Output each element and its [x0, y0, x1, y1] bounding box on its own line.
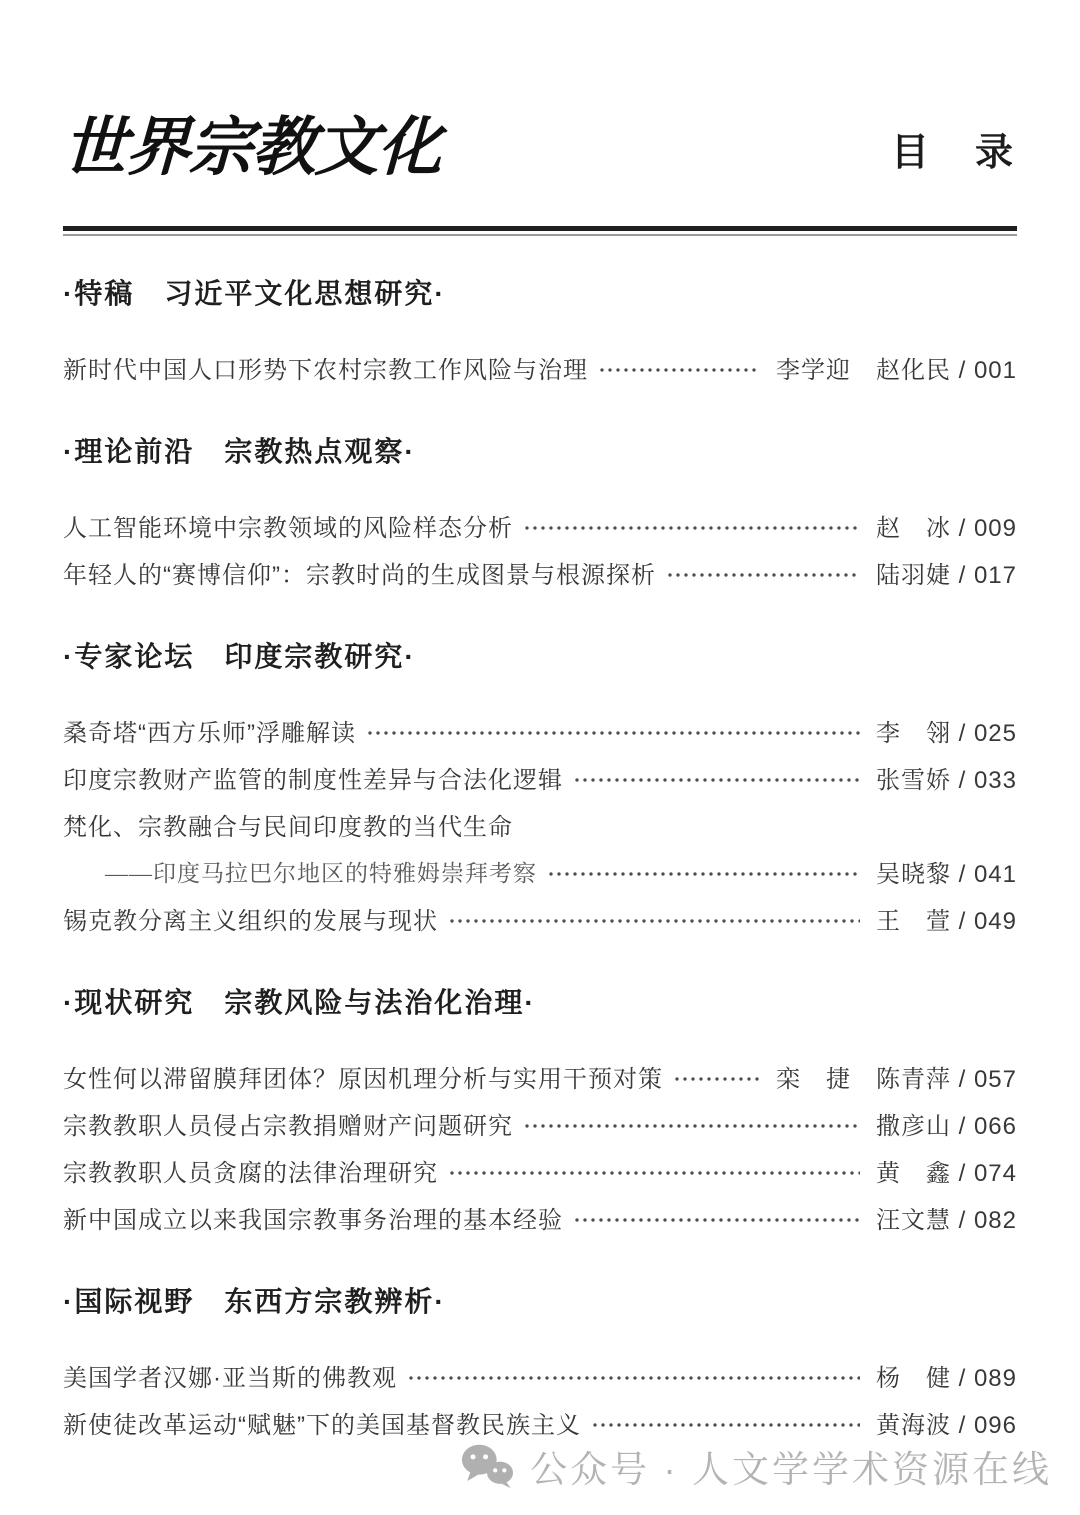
section-zhuanjia-luntan [63, 641, 1017, 942]
entry-subtitle: ——印度马拉巴尔地区的特雅姆崇拜考察 [105, 861, 537, 886]
contents-title: 目 录 [890, 131, 1017, 174]
watermark-text: 公众号 · 人文学学术资源在线 [530, 1449, 1052, 1490]
toc-entry [63, 549, 1017, 596]
toc-entry-title-line [63, 801, 1017, 848]
dot-leader [547, 862, 860, 886]
entry-title: 新中国成立以来我国宗教事务治理的基本经验 [63, 1207, 563, 1234]
toc-entry [63, 1194, 1017, 1241]
section-heading: ·理论前沿 宗教热点观察· [63, 436, 416, 467]
header-double-rule [63, 226, 1017, 236]
dot-leader [598, 358, 760, 382]
section-heading: ·专家论坛 印度宗教研究· [63, 641, 416, 672]
entry-author-page: 李学迎 赵化民 / 001 [775, 357, 1017, 384]
toc-entry [63, 1352, 1017, 1399]
dot-leader [666, 563, 860, 587]
entry-title: 宗教教职人员侵占宗教捐赠财产问题研究 [63, 1113, 513, 1140]
entry-author-page: 赵 冰 / 009 [875, 515, 1017, 542]
entry-author-page: 黄 鑫 / 074 [875, 1160, 1017, 1187]
entry-author-page: 撒彦山 / 066 [875, 1113, 1017, 1140]
dot-leader [407, 1366, 860, 1390]
toc-entry [63, 1053, 1017, 1100]
entry-author-page: 张雪娇 / 033 [875, 767, 1017, 794]
entry-author-page: 李 翎 / 025 [875, 720, 1017, 747]
entry-title: 桑奇塔“西方乐师”浮雕解读 [63, 720, 356, 747]
watermark [460, 1439, 1052, 1493]
entry-title: 锡克教分离主义组织的发展与现状 [63, 908, 438, 935]
entry-list [63, 344, 1017, 391]
entry-author-page: 陆羽婕 / 017 [875, 562, 1017, 589]
section-lilun-qianyan [63, 436, 1017, 596]
page-header [63, 100, 1017, 196]
page-content [63, 0, 1017, 1446]
dot-leader [366, 721, 860, 745]
section-tegao [63, 278, 1017, 391]
dot-leader [573, 768, 860, 792]
section-heading: ·现状研究 宗教风险与法治化治理· [63, 987, 536, 1018]
entry-author-page: 杨 健 / 089 [875, 1365, 1017, 1392]
entry-title: 梵化、宗教融合与民间印度教的当代生命 [63, 814, 513, 841]
toc-entry [63, 1100, 1017, 1147]
journal-masthead-calligraphy: 世界宗教文化 [61, 110, 443, 185]
toc-entry [63, 502, 1017, 549]
entry-title: 新使徒改革运动“赋魅”下的美国基督教民族主义 [63, 1412, 581, 1439]
entry-title: 印度宗教财产监管的制度性差异与合法化逻辑 [63, 767, 563, 794]
dot-leader [523, 516, 860, 540]
section-heading: ·特稿 习近平文化思想研究· [63, 278, 446, 309]
dot-leader [523, 1114, 860, 1138]
entry-list [63, 707, 1017, 942]
entry-list [63, 502, 1017, 596]
dot-leader [573, 1208, 860, 1232]
entry-author-page: 汪文慧 / 082 [875, 1207, 1017, 1234]
entry-author-page: 吴晓黎 / 041 [875, 861, 1017, 888]
section-xianzhuang-yanjiu [63, 987, 1017, 1241]
entry-author-page: 王 萱 / 049 [875, 908, 1017, 935]
entry-author-page: 黄海波 / 096 [875, 1412, 1017, 1439]
toc-entry [63, 754, 1017, 801]
entry-list [63, 1352, 1017, 1446]
dot-leader [591, 1413, 860, 1437]
section-heading: ·国际视野 东西方宗教辨析· [63, 1286, 446, 1317]
entry-title: 年轻人的“赛博信仰”：宗教时尚的生成图景与根源探析 [63, 562, 656, 589]
wechat-icon [460, 1443, 514, 1489]
entry-title: 宗教教职人员贪腐的法律治理研究 [63, 1160, 438, 1187]
entry-title: 人工智能环境中宗教领域的风险样态分析 [63, 515, 513, 542]
toc-entry [63, 344, 1017, 391]
toc-entry [63, 895, 1017, 942]
entry-list [63, 1053, 1017, 1241]
toc-entry-subtitle-line [63, 848, 1017, 895]
toc-entry [63, 1147, 1017, 1194]
section-guoji-shiye [63, 1286, 1017, 1446]
dot-leader [673, 1067, 760, 1091]
toc-entry [63, 707, 1017, 754]
entry-title: 女性何以滞留膜拜团体？原因机理分析与实用干预对策 [63, 1066, 663, 1093]
dot-leader [448, 909, 860, 933]
entry-title: 美国学者汉娜·亚当斯的佛教观 [63, 1365, 397, 1392]
entry-author-page: 栾 捷 陈青萍 / 057 [775, 1066, 1017, 1093]
dot-leader [448, 1161, 860, 1185]
entry-title: 新时代中国人口形势下农村宗教工作风险与治理 [63, 357, 588, 384]
